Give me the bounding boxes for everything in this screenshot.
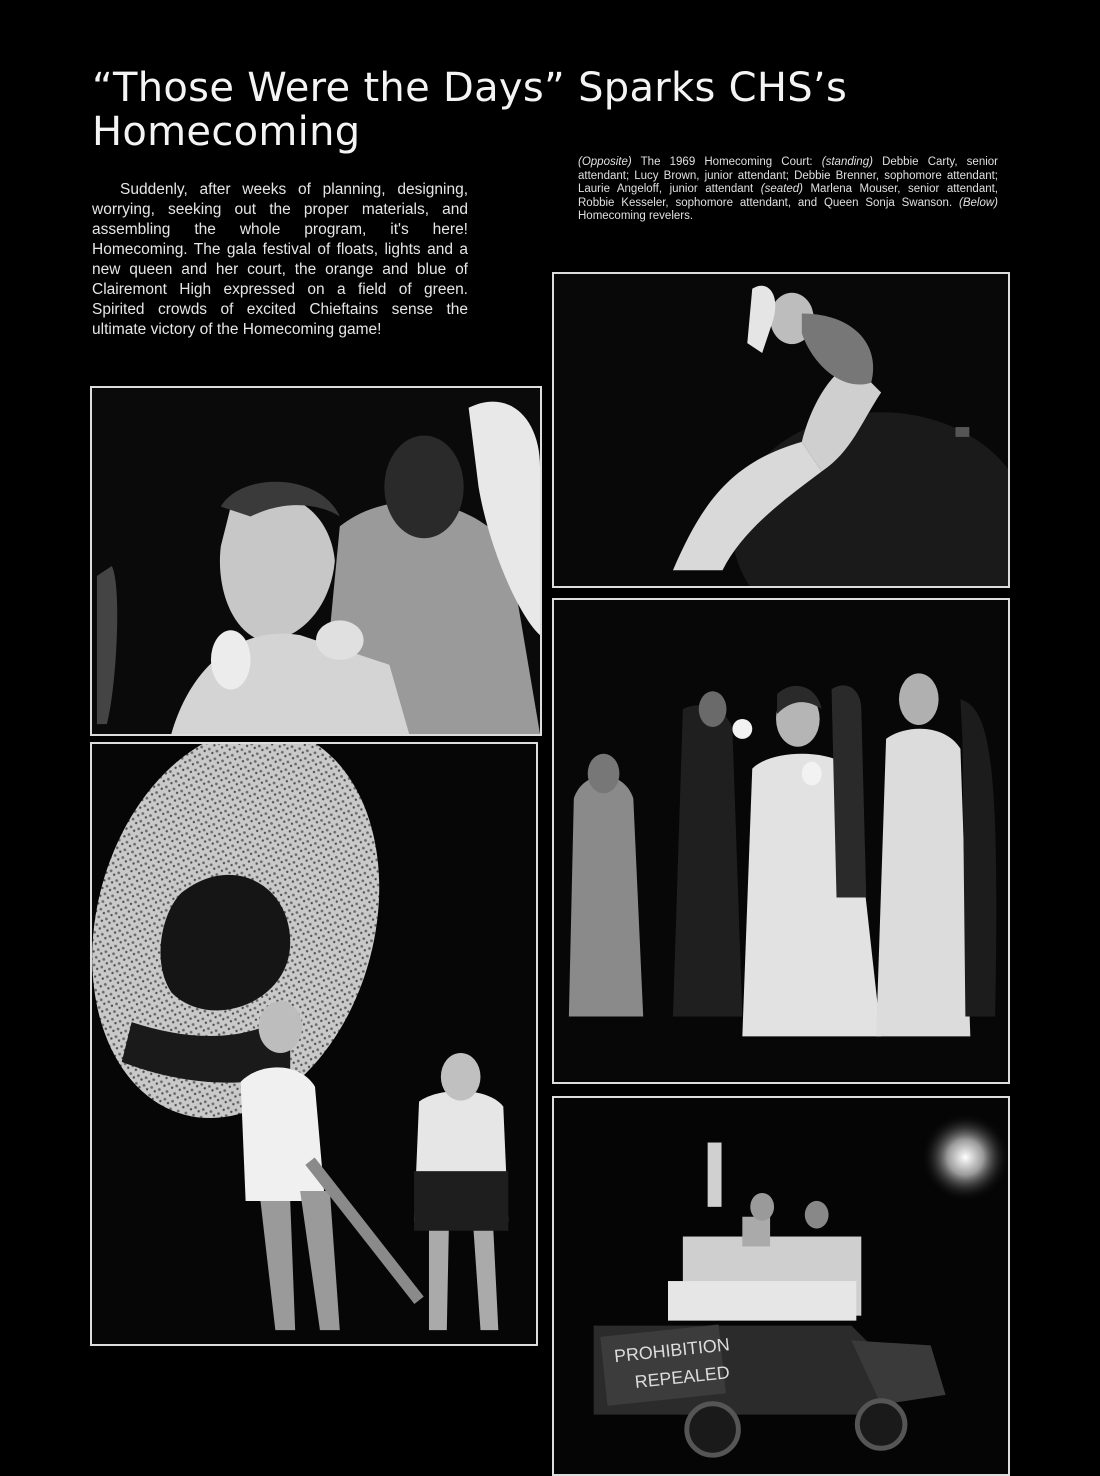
caption-standing: (standing) — [821, 156, 873, 168]
caption-opposite: (Opposite) — [578, 156, 632, 168]
photo-caption — [578, 156, 998, 224]
caption-part1: The 1969 Homecoming Court: — [631, 156, 822, 168]
intro-paragraph: Suddenly, after weeks of planning, designing, worrying, seeking out the proper materials, and assembling the whole program, it's here! Homecoming. The gala festival of floats, lights and a new queen and her court, the orange and blue of Clairemont High expressed on a field of green. Spirited crowds of excited Chieftains sense the ultimate victory of the Homecoming game! — [92, 181, 468, 338]
float-sign-line1: PROHIBITION — [613, 1334, 731, 1367]
photo-homecoming-court — [552, 598, 1010, 1084]
caption-part2: Debbie Carty, senior attendant; Lucy Brown, junior attendant; Debbie Brenner, sophomore attendant; Laurie Angeloff, junior attendant — [578, 156, 999, 195]
page-title: “Those Were the Days” Sparks CHS’s Homecoming — [92, 65, 848, 155]
photo-prohibition-float — [552, 1096, 1010, 1476]
photo-laughing-girl — [90, 386, 542, 736]
float-sign-line2: REPEALED — [633, 1362, 731, 1392]
photo-revelers — [90, 742, 538, 1346]
caption-seated: (seated) — [760, 183, 803, 195]
caption-below: (Below) — [959, 196, 998, 209]
caption-part4: Homecoming revelers. — [578, 210, 694, 222]
caption-part3: Marlena Mouser, senior attendant, Robbie Kesseler, sophomore attendant, and Queen Sonja Swanson. — [578, 183, 998, 209]
photo-queen-seated — [552, 272, 1010, 588]
